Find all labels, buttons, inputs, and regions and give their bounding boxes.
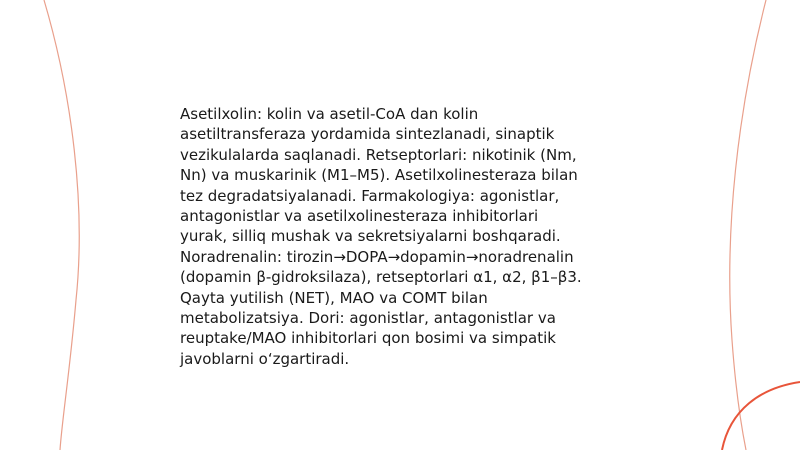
left-curve-line (44, 0, 79, 450)
right-curve-line (730, 0, 766, 450)
slide-body-text: Asetilxolin: kolin va asetil-CoA dan kolin asetiltransferaza yordamida sintezlanadi, sinaptik vezikulalarda saqlanadi. Retseptorlari: nikotinik (Nm, Nn) va muskarinik (M1–M5). Asetilxolinesteraza bilan tez degradatsiyalanadi. Farmakologiya: agonistlar, antagonistlar va asetilxolinesteraza inhibitorlari yurak, silliq mushak va sekretsiyalarni boshqaradi. Noradrenalin: tirozin→DOPA→dopamin→noradrenalin (dopamin β-gidroksilaza), retseptorlari α1, α2, β1–β3. Qayta yutilish (NET), MAO va COMT bilan metabolizatsiya. Dori: agonistlar, antagonistlar va reuptake/MAO inhibitorlari qon bosimi va simpatik javoblarni o‘zgartiradi. (180, 105, 582, 368)
accent-arc (722, 382, 800, 450)
